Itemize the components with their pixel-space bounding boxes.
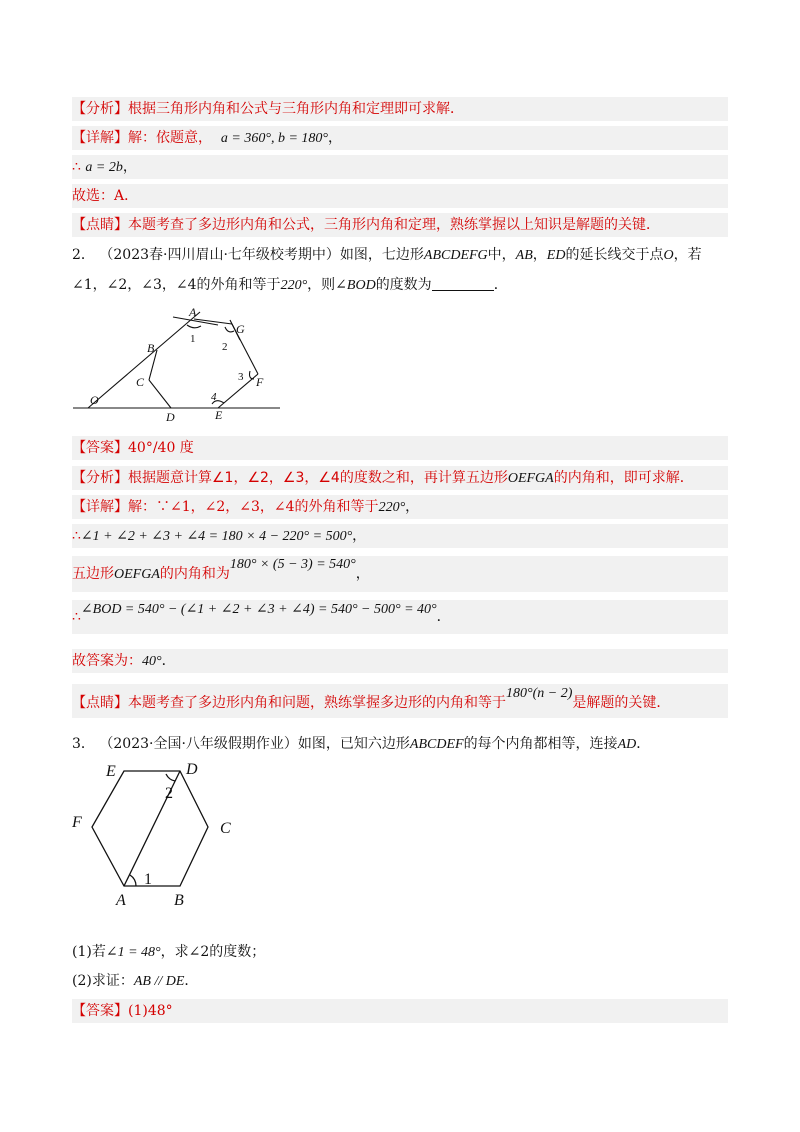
therefore-line-1: [72, 155, 728, 179]
q2-number: 2．: [72, 247, 95, 263]
q3-end: ．: [636, 736, 651, 752]
q2-tail: 的延长线交于点: [565, 247, 664, 263]
q2-comment-line: [72, 684, 728, 718]
comment-line-1: 【点睛】本题考查了多边形内角和公式，三角形内角和定理，熟练掌握以上知识是解题的关键．: [72, 213, 728, 237]
q2-analysis-a: 【分析】根据题意计算∠1，∠2，∠3，∠4的度数之和，再计算五边形: [72, 470, 508, 486]
answer-blank[interactable]: [432, 276, 494, 291]
q2-final-line: [72, 649, 728, 673]
choice-line: 故选：A．: [72, 184, 728, 208]
q2-line2-c: 的度数为: [375, 277, 432, 293]
q2-line2-end: ．: [493, 277, 508, 293]
label-D: D: [166, 410, 175, 424]
ray-oa: [88, 312, 200, 408]
q3-ad: AD: [617, 737, 637, 752]
label-4: 4: [211, 391, 217, 403]
q3-part2-math: AB // DE: [133, 974, 185, 989]
q2-final-end: ．: [161, 653, 176, 669]
label-1: 1: [144, 871, 152, 888]
q3-line-1: [72, 732, 728, 756]
q2-step1-line: [72, 524, 728, 548]
q2-step2-b: 的内角和为: [159, 566, 230, 582]
q2-step2-end: ，: [355, 566, 370, 582]
q3-part2-a: (2)求证：: [72, 973, 134, 989]
detail-end: ，: [328, 130, 342, 146]
q3-part2-b: ．: [184, 973, 199, 989]
arc-angle-1: [130, 875, 136, 886]
q2-comment-b: 是解题的关键．: [572, 695, 671, 711]
arc-angle-1: [187, 325, 201, 328]
q3-part2-line: [72, 969, 728, 993]
q2-step2-poly: OEFGA: [114, 567, 160, 582]
label-O: O: [90, 393, 99, 407]
label-C: C: [220, 820, 231, 837]
q2-answer-tag: 【答案】: [72, 440, 128, 456]
q2-step1: ∠1 + ∠2 + ∠3 + ∠4 = 180 × 4 − 220° = 500°: [80, 529, 353, 544]
q2-answer: 40°/40 度: [128, 440, 194, 456]
q2-step3: ∠BOD = 540° − (∠1 + ∠2 + ∠3 + ∠4) = 540° − 500° = 40°: [80, 602, 437, 617]
q2-final: 故答案为：: [72, 653, 142, 669]
q2-tail2: ，若: [673, 247, 702, 263]
label-A: A: [116, 892, 126, 908]
q2-answer-line: [72, 436, 728, 460]
label-B: B: [147, 341, 155, 355]
q2-step3-line: [72, 600, 728, 634]
q2-comma: ，: [532, 247, 547, 263]
label-1: 1: [190, 333, 196, 345]
analysis-line-1: 【分析】根据三角形内角和公式与三角形内角和定理即可求解．: [72, 97, 728, 121]
q2-comment-math: 180°(n − 2): [506, 686, 573, 701]
label-F: F: [256, 375, 264, 389]
label-3: 3: [238, 371, 244, 383]
therefore-math: a = 2b: [85, 160, 123, 175]
q2-source: （2023春·四川眉山·七年级校考期中）如图，七边形: [99, 247, 424, 263]
label-C: C: [136, 375, 145, 389]
label-2: 2: [222, 341, 228, 353]
arc-angle-2: [166, 774, 175, 781]
q2-analysis-line: [72, 466, 728, 490]
q2-step2-a: 五边形: [72, 566, 114, 582]
detail-line-1: [72, 126, 728, 150]
q2-detail-tag: 【详解】: [72, 499, 128, 515]
therefore-end: ，: [122, 159, 137, 175]
q2-line-1: [72, 243, 728, 267]
q2-line2-bod: ∠BOD: [335, 278, 376, 293]
q3-part1-line: [72, 940, 728, 964]
q3-part1-b: ，求∠2的度数；: [160, 944, 266, 960]
q2-ed: ED: [546, 248, 566, 263]
q2-step2-line: [72, 556, 728, 592]
label-D: D: [186, 761, 198, 778]
q2-analysis-poly: OEFGA: [507, 471, 554, 486]
q2-step1-end: ，: [352, 528, 367, 544]
q2-step1-sym: ∴: [72, 528, 81, 544]
q2-final-val: 40°: [142, 654, 162, 669]
q2-mid: 中，: [487, 247, 516, 263]
q2-line2-a: ∠1，∠2，∠3，∠4的外角和等于: [72, 277, 281, 293]
q2-detail-line: [72, 495, 728, 519]
q2-step3-sym: ∴: [72, 609, 81, 625]
q3-source: （2023·全国·八年级假期作业）如图，已知六边形: [99, 736, 410, 752]
label-F: F: [72, 814, 82, 831]
q3-answer-line: [72, 999, 728, 1023]
q2-analysis-b: 的内角和，即可求解．: [553, 470, 694, 486]
q3-answer-tag: 【答案】: [72, 1003, 128, 1019]
q2-comment-a: 【点睛】本题考查了多边形内角和问题，熟练掌握多边形的内角和等于: [72, 695, 506, 711]
label-E: E: [215, 408, 223, 422]
q2-ab: AB: [515, 248, 533, 263]
q2-line2-b: ，则: [307, 277, 336, 293]
q3-part1-a: (1)若: [72, 944, 106, 960]
q3-part1-math: ∠1 = 48°: [105, 945, 161, 960]
hexagon-figure: [68, 758, 243, 908]
q3-tail: 的每个内角都相等，连接: [463, 736, 618, 752]
label-G: G: [236, 322, 245, 336]
q2-point: O: [663, 248, 674, 263]
therefore-symbol: ∴: [72, 159, 81, 175]
q2-line-2: [72, 273, 728, 297]
side-cd: [149, 380, 171, 408]
arc-angle-2: [225, 327, 234, 332]
detail-math: a = 360°, b = 180°: [220, 131, 328, 146]
q3-number: 3．: [72, 736, 95, 752]
detail-tag: 【详解】: [72, 130, 128, 146]
q3-poly: ABCDEF: [409, 737, 464, 752]
q2-step3-end: ．: [436, 609, 451, 625]
q2-detail-a: 解：∵∠1，∠2，∠3，∠4的外角和等于: [128, 499, 379, 515]
heptagon-figure: [70, 300, 285, 425]
q3-answer: (1)48°: [128, 1003, 173, 1019]
q2-poly: ABCDEFG: [423, 248, 488, 263]
hexagon-outline: [92, 771, 208, 886]
q2-line2-val: 220°: [280, 278, 308, 293]
detail-text: 解：依题意，: [128, 130, 212, 146]
label-E: E: [106, 763, 116, 780]
q2-detail-end: ，: [405, 499, 420, 515]
q2-detail-val: 220°: [378, 500, 406, 515]
label-2: 2: [165, 785, 173, 802]
label-A: A: [189, 305, 197, 319]
q2-step2-math: 180° × (5 − 3) = 540°: [229, 557, 356, 572]
label-B: B: [174, 892, 184, 908]
